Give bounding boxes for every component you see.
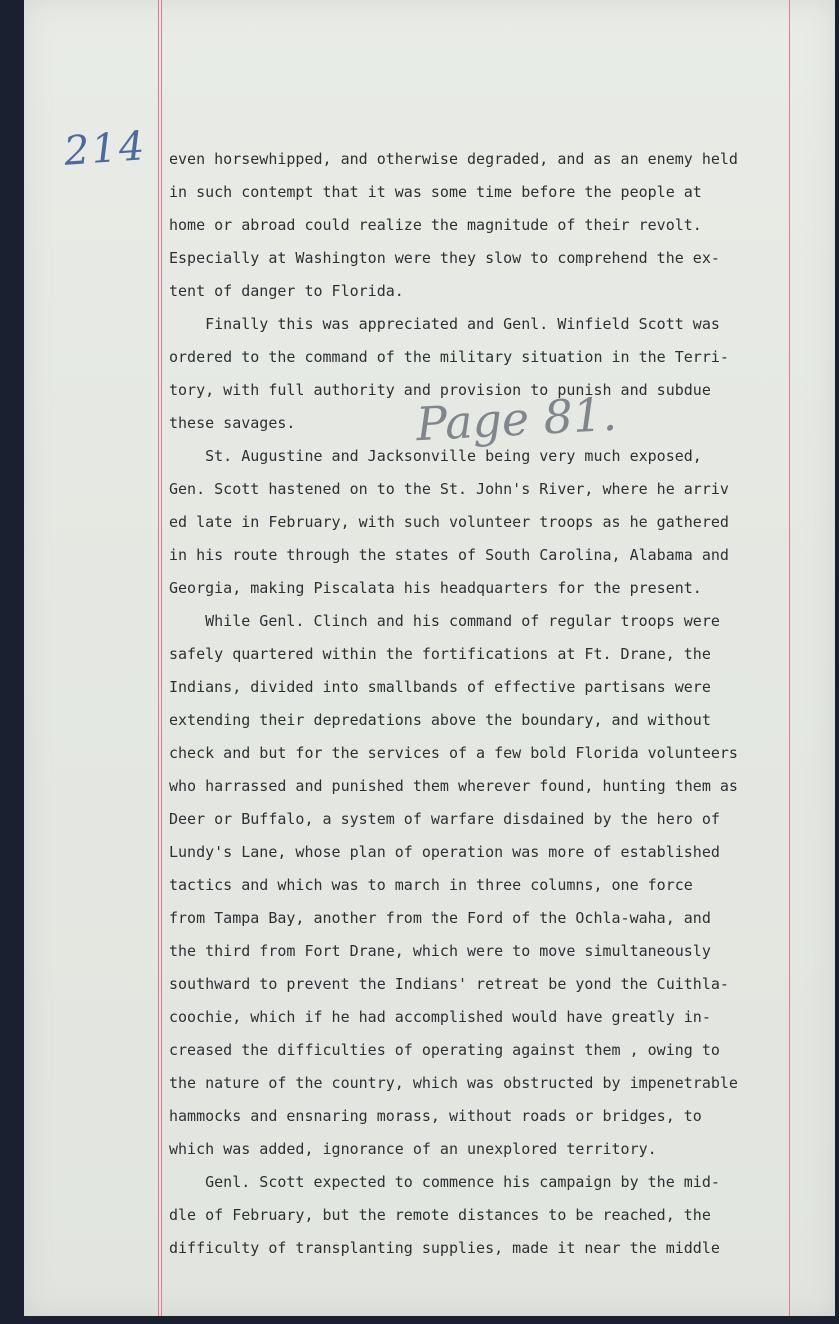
left-margin-line-inner	[161, 0, 162, 1316]
text-line: who harrassed and punished them wherever found, hunting them as	[169, 777, 738, 795]
text-line: Indians, divided into smallbands of effective partisans were	[169, 678, 711, 696]
text-line: ed late in February, with such volunteer troops as he gathered	[169, 513, 729, 531]
text-line: safely quartered within the fortifications at Ft. Drane, the	[169, 645, 711, 663]
text-line: Gen. Scott hastened on to the St. John's River, where he arriv	[169, 480, 729, 498]
handwritten-page-annotation: Page 81.	[414, 386, 619, 452]
text-line: Georgia, making Piscalata his headquarters for the present.	[169, 579, 702, 597]
text-line: St. Augustine and Jacksonville being very much exposed,	[169, 447, 702, 465]
text-line: dle of February, but the remote distances to be reached, the	[169, 1206, 711, 1224]
text-line: the nature of the country, which was obstructed by impenetrable	[169, 1074, 738, 1092]
text-line: even horsewhipped, and otherwise degraded, and as an enemy held	[169, 150, 738, 168]
text-line: Finally this was appreciated and Genl. Winfield Scott was	[169, 315, 720, 333]
text-line: Deer or Buffalo, a system of warfare disdained by the hero of	[169, 810, 720, 828]
text-line: ordered to the command of the military situation in the Terri-	[169, 348, 729, 366]
text-line: Genl. Scott expected to commence his campaign by the mid-	[169, 1173, 720, 1191]
text-line: home or abroad could realize the magnitude of their revolt.	[169, 216, 702, 234]
text-line: coochie, which if he had accomplished would have greatly in-	[169, 1008, 711, 1026]
text-line: hammocks and ensnaring morass, without roads or bridges, to	[169, 1107, 702, 1125]
text-line: these savages.	[169, 414, 296, 432]
text-line: which was added, ignorance of an unexplored territory.	[169, 1140, 657, 1158]
text-line: the third from Fort Drane, which were to move simultaneously	[169, 942, 711, 960]
text-line: difficulty of transplanting supplies, made it near the middle	[169, 1239, 720, 1257]
text-line: in his route through the states of South Carolina, Alabama and	[169, 546, 729, 564]
text-line: in such contempt that it was some time before the people at	[169, 183, 702, 201]
text-line: check and but for the services of a few bold Florida volunteers	[169, 744, 738, 762]
handwritten-page-number: 214	[62, 123, 148, 175]
text-line: Lundy's Lane, whose plan of operation was more of established	[169, 843, 720, 861]
text-line: tory, with full authority and provision to punish and subdue	[169, 381, 711, 399]
text-line: extending their depredations above the boundary, and without	[169, 711, 711, 729]
text-line: from Tampa Bay, another from the Ford of the Ochla-waha, and	[169, 909, 711, 927]
document-page	[24, 0, 835, 1316]
text-line: tent of danger to Florida.	[169, 282, 404, 300]
text-line: southward to prevent the Indians' retreat be yond the Cuithla-	[169, 975, 729, 993]
text-line: tactics and which was to march in three columns, one force	[169, 876, 693, 894]
left-margin-line	[158, 0, 159, 1316]
text-line: While Genl. Clinch and his command of regular troops were	[169, 612, 720, 630]
text-line: Especially at Washington were they slow to comprehend the ex-	[169, 249, 720, 267]
typewritten-body	[169, 146, 819, 1268]
text-line: creased the difficulties of operating against them , owing to	[169, 1041, 720, 1059]
